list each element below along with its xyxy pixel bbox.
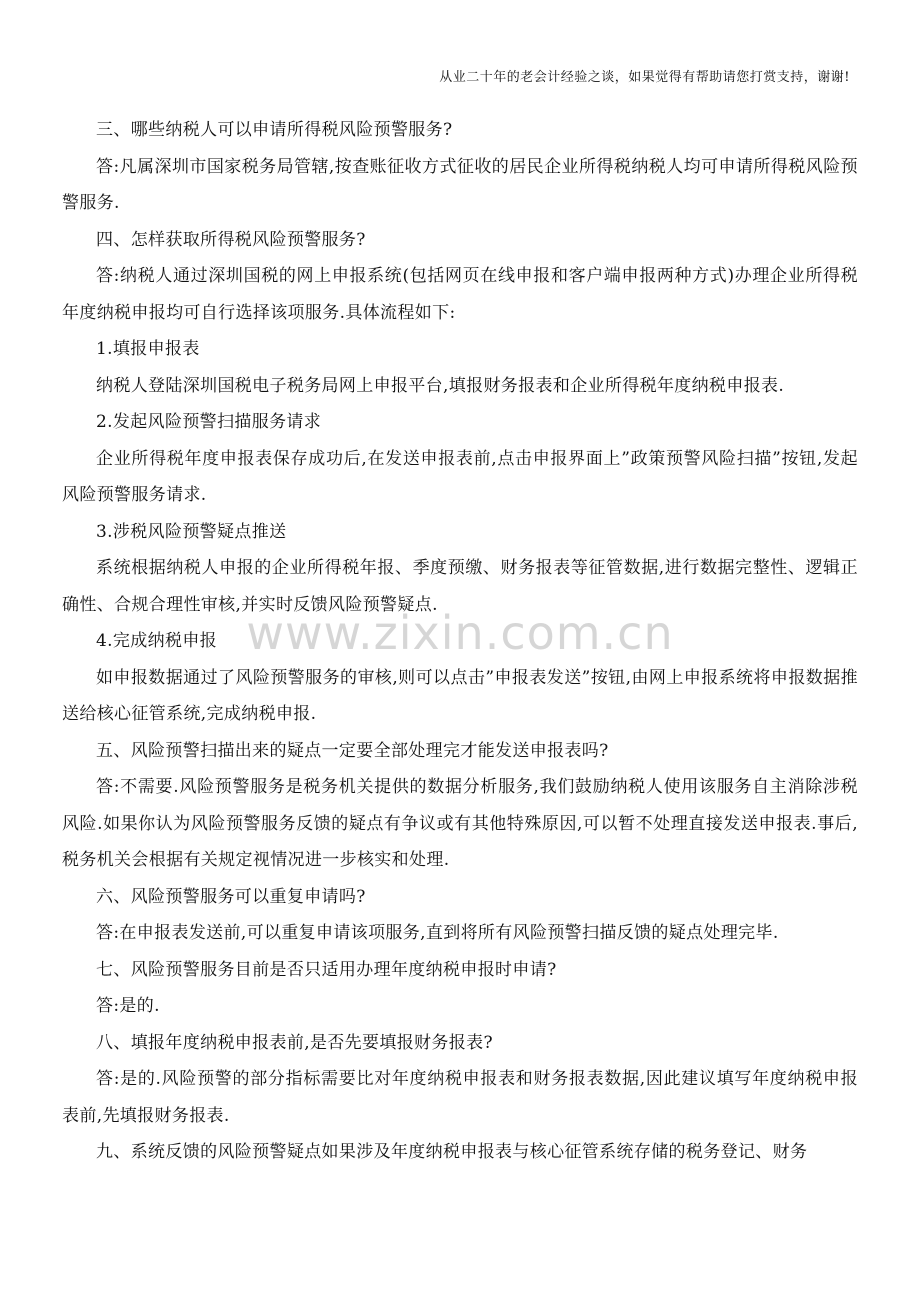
step-1-text: 纳税人登陆深圳国税电子税务局网上申报平台,填报财务报表和企业所得税年度纳税申报表.	[96, 375, 785, 396]
step-2-title: 2.发起风险预警扫描服务请求	[96, 412, 322, 432]
answer-q5: 答:不需要.风险预警服务是税务机关提供的数据分析服务,我们鼓励纳税人使用该服务自主消除涉税风险.如果你认为风险预警服务反馈的疑点有争议或有其他特殊原因,可以暂不处理直接发送申报表.事后,税务机关会根据有关规定视情况进一步核实和处理.	[62, 777, 858, 870]
heading-q5: 五、风险预警扫描出来的疑点一定要全部处理完才能发送申报表吗?	[96, 740, 609, 761]
heading-q3: 三、哪些纳税人可以申请所得税风险预警服务?	[96, 120, 453, 140]
answer-q6: 答:在申报表发送前,可以重复申请该项服务,直到将所有风险预警扫描反馈的疑点处理完毕.	[96, 923, 779, 943]
heading-q6: 六、风险预警服务可以重复申请吗?	[96, 886, 366, 907]
step-3-text: 系统根据纳税人申报的企业所得税年报、季度预缴、财务报表等征管数据,进行数据完整性、逻辑正确性、合规合理性审核,并实时反馈风险预警疑点.	[62, 558, 858, 615]
step-2-text: 企业所得税年度申报表保存成功后,在发送申报表前,点击申报界面上”政策预警风险扫描”按钮,发起风险预警服务请求.	[62, 448, 858, 505]
answer-q8: 答:是的.风险预警的部分指标需要比对年度纳税申报表和财务报表数据,因此建议填写年度纳税申报表前,先填报财务报表.	[62, 1069, 858, 1126]
heading-q9: 九、系统反馈的风险预警疑点如果涉及年度纳税申报表与核心征管系统存储的税务登记、财务	[96, 1142, 808, 1162]
heading-q7: 七、风险预警服务目前是否只适用办理年度纳税申报时申请?	[96, 959, 557, 980]
answer-q7: 答:是的.	[96, 996, 160, 1016]
heading-q8: 八、填报年度纳税申报表前,是否先要填报财务报表?	[96, 1032, 493, 1053]
answer-q4: 答:纳税人通过深圳国税的网上申报系统(包括网页在线申报和客户端申报两种方式)办理企业所得税年度纳税申报均可自行选择该项服务.具体流程如下:	[62, 266, 858, 323]
header-note: 从业二十年的老会计经验之谈，如果觉得有帮助请您打赏支持，谢谢!	[439, 70, 850, 85]
watermark: www.zixin.com.cn	[246, 606, 674, 660]
step-3-title: 3.涉税风险预警疑点推送	[96, 521, 287, 542]
heading-q4: 四、怎样获取所得税风险预警服务?	[96, 229, 366, 250]
step-4-title: 4.完成纳税申报	[96, 631, 218, 651]
step-4-text: 如申报数据通过了风险预警服务的审核,则可以点击”申报表发送”按钮,由网上申报系统将申报数据推送给核心征管系统,完成纳税申报.	[62, 667, 858, 724]
step-1-title: 1.填报申报表	[96, 339, 200, 359]
answer-q3: 答:凡属深圳市国家税务局管辖,按查账征收方式征收的居民企业所得税纳税人均可申请所得税风险预警服务.	[62, 156, 858, 213]
document-body	[62, 112, 858, 1171]
